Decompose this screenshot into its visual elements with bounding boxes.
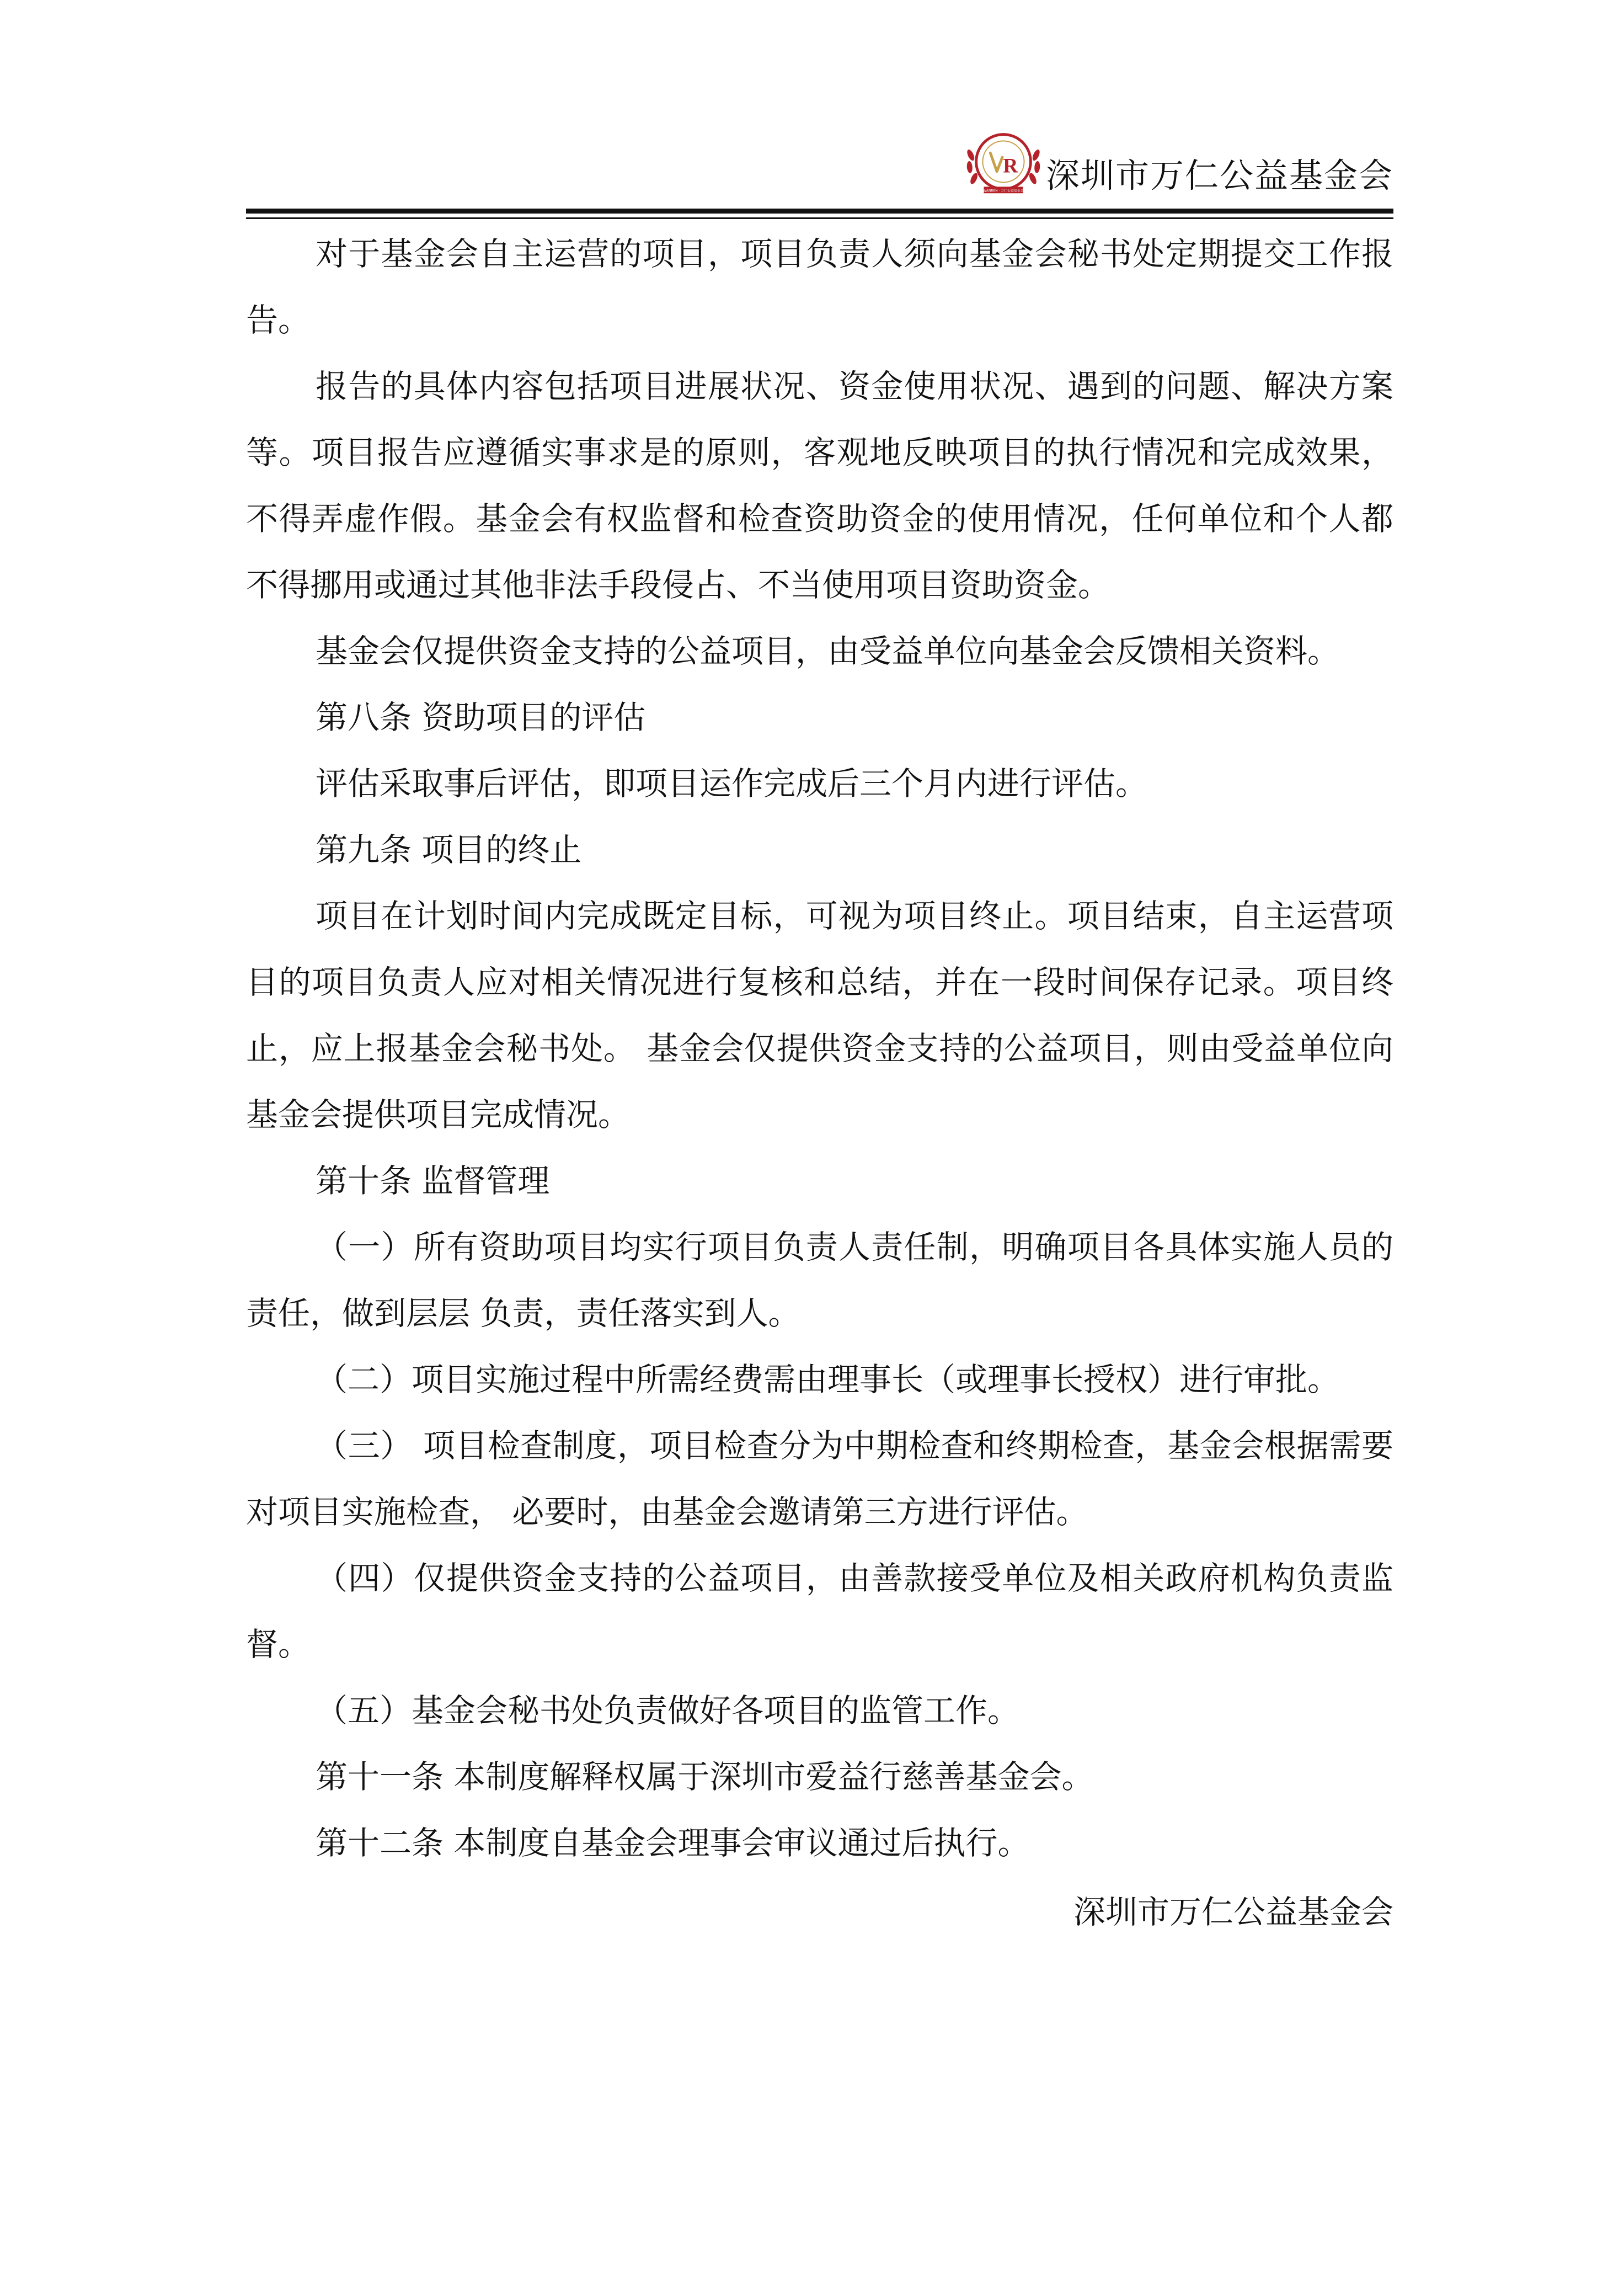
supervision-item-3: （三） 项目检查制度，项目检查分为中期检查和终期检查，基金会根据需要对项目实施检查， 必要时，由基金会邀请第三方进行评估。 [246,1427,1393,1531]
header-org-name: 深圳市万仁公益基金会 [1045,156,1393,195]
header-rule-thick [246,209,1393,214]
supervision-item-1: （一）所有资助项目均实行项目负责人责任制，明确项目各具体实施人员的责任，做到层层 负责，责任落实到人。 [246,1228,1393,1332]
header-rule-thin [246,217,1393,219]
supervision-item-2: （二）项目实施过程中所需经费需由理事长（或理事长授权）进行审批。 [316,1361,1340,1398]
article-12: 第十二条 本制度自基金会理事会审议通过后执行。 [316,1824,1030,1862]
article-8-heading: 第八条 资助项目的评估 [316,699,646,736]
paragraph-report-submission: 对于基金会自主运营的项目，项目负责人须向基金会秘书处定期提交工作报告。 [246,235,1393,339]
document-body [246,221,1393,1876]
paragraph-report-content: 报告的具体内容包括项目进展状况、资金使用状况、遇到的问题、解决方案等。项目报告应遵循实事求是的原则，客观地反映项目的执行情况和完成效果，不得弄虚作假。基金会有权监督和检查资助资金的使用情况，任何单位和个人都不得挪用或通过其他非法手段侵占、不当使用项目资助资金。 [246,367,1393,604]
logo-text: WANREN · 万仁公益基金会 [983,189,1024,193]
supervision-item-4: （四）仅提供资金支持的公益项目，由善款接受单位及相关政府机构负责监督。 [246,1559,1393,1663]
supervision-item-5: （五）基金会秘书处负责做好各项目的监管工作。 [316,1692,1020,1729]
logo-letter: R [1003,154,1018,178]
paragraph-funding-feedback: 基金会仅提供资金支持的公益项目，由受益单位向基金会反馈相关资料。 [316,632,1340,670]
signature-org-name: 深圳市万仁公益基金会 [1073,1893,1393,1931]
paragraph-termination: 项目在计划时间内完成既定目标，可视为项目终止。项目结束，自主运营项目的项目负责人应对相关情况进行复核和总结，并在一段时间保存记录。项目终止，应上报基金会秘书处。 基金会仅提供资金支持的公益项目，则由受益单位向基金会提供项目完成情况。 [246,897,1393,1133]
article-10-heading: 第十条 监督管理 [316,1162,550,1200]
article-9-heading: 第九条 项目的终止 [316,831,582,869]
wanren-foundation-seal-icon [960,117,1047,204]
page-header [246,110,1393,226]
paragraph-evaluation: 评估采取事后评估，即项目运作完成后三个月内进行评估。 [316,765,1148,802]
article-11: 第十一条 本制度解释权属于深圳市爱益行慈善基金会。 [316,1758,1094,1795]
